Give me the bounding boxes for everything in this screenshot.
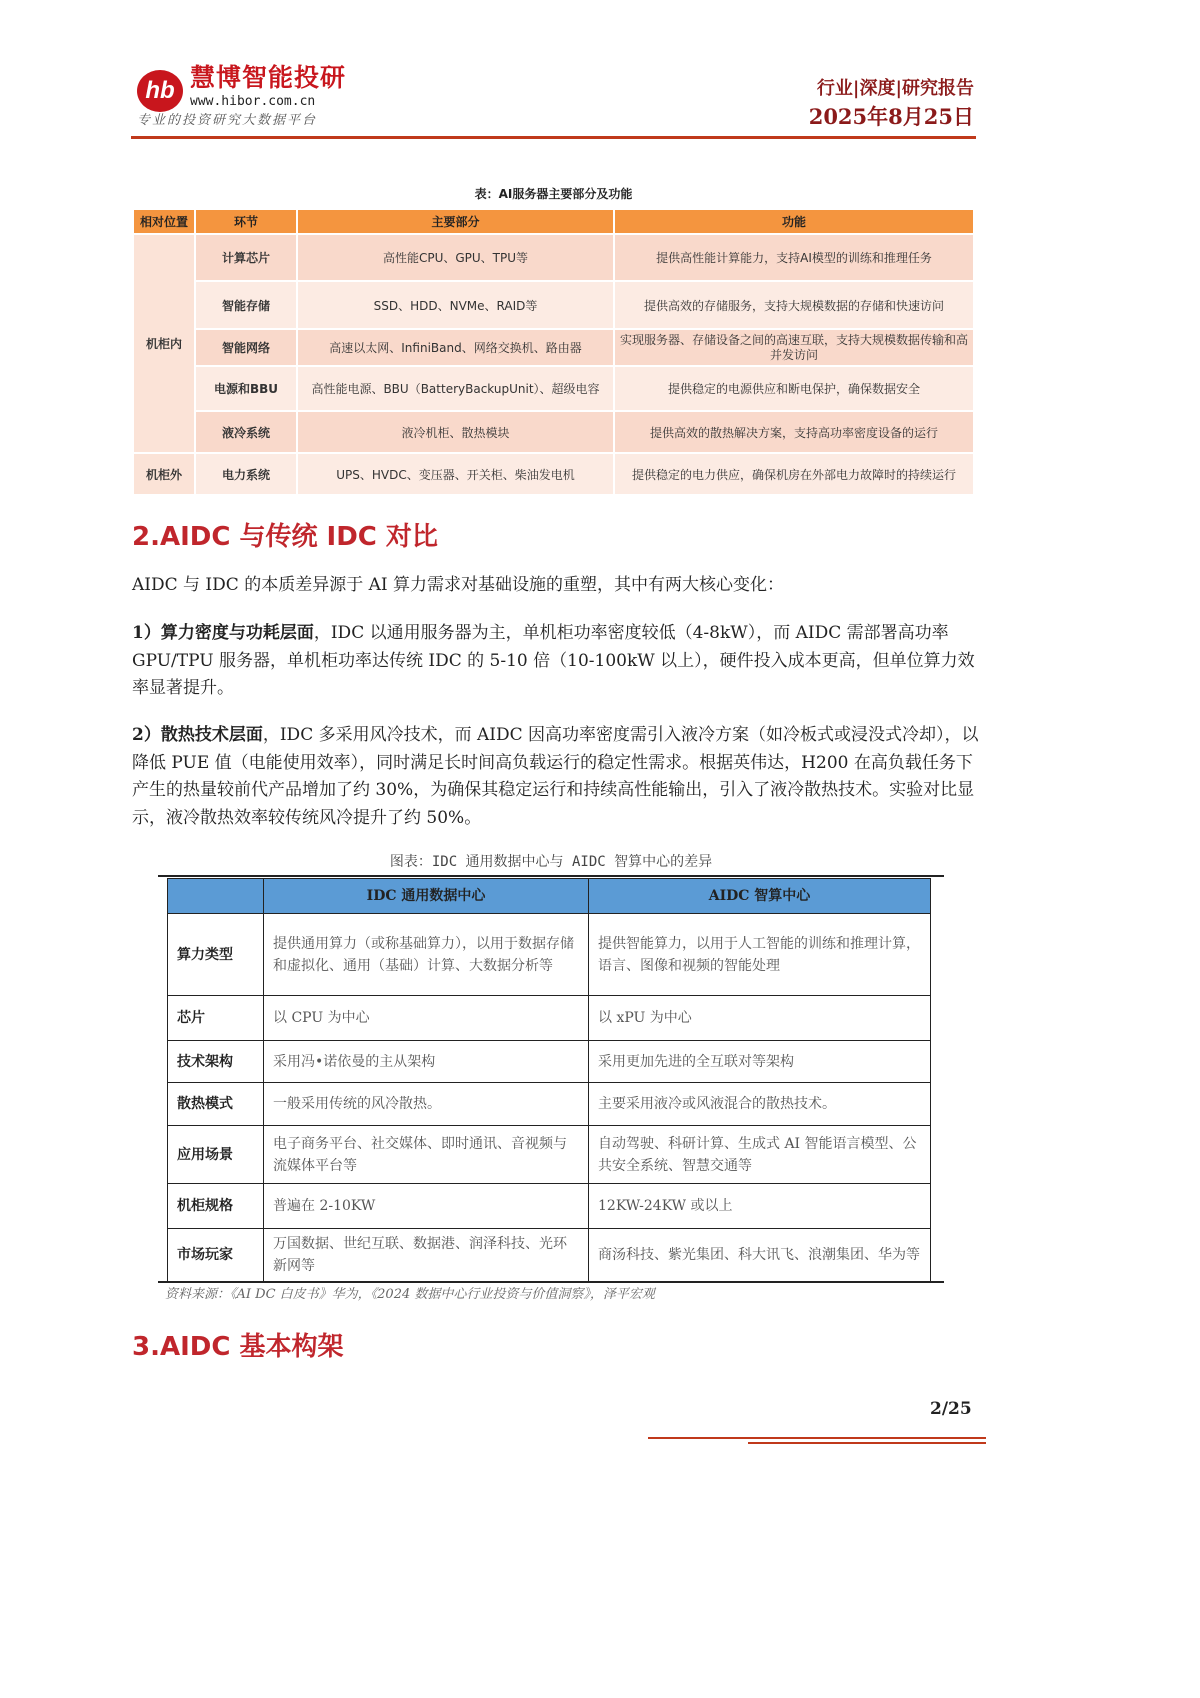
- idc-aidc-comparison-table: [167, 878, 931, 1282]
- position-cell: 机柜外: [133, 453, 195, 495]
- idc-cell: 以 CPU 为中心: [264, 996, 589, 1041]
- footer-line: [748, 1442, 986, 1444]
- header-cell: 环节: [195, 209, 297, 234]
- function-cell: 提供稳定的电力供应，确保机房在外部电力故障时的持续运行: [614, 453, 974, 495]
- table2-caption: 图表：IDC 通用数据中心与 AIDC 智算中心的差异: [389, 854, 713, 870]
- header-cell: 功能: [614, 209, 974, 234]
- header-cell: AIDC 智算中心: [589, 879, 931, 914]
- table-row: [168, 914, 931, 996]
- position-cell: 机柜内: [133, 234, 195, 453]
- aidc-cell: 主要采用液冷或风液混合的散热技术。: [589, 1083, 931, 1126]
- segment-cell: 智能存储: [195, 281, 297, 329]
- footer-line: [648, 1437, 986, 1439]
- paragraph-body: ，IDC 多采用风冷技术，而 AIDC 因高功率密度需引入液冷方案（如冷板式或浸没式冷却），以降低 PUE 值（电能使用效率），同时满足长时间高负载运行的稳定性需求。根据英伟达，H200 在高负载任务下产生的热量较前代产品增加了约 30%，为确保其稳定运行和持续高性能输出，引入了液冷散热技术。实验对比显示，液冷散热效率较传统风冷提升了约 50%。: [132, 725, 979, 828]
- section2-heading: 2.AIDC 与传统 IDC 对比: [132, 522, 438, 552]
- table-row: [133, 366, 974, 411]
- header-cell: 相对位置: [133, 209, 195, 234]
- table-row: [168, 1184, 931, 1229]
- idc-cell: 提供通用算力（或称基础算力），以用于数据存储和虚拟化、通用（基础）计算、大数据分析等: [264, 914, 589, 996]
- table1-caption: 表：AI服务器主要部分及功能: [474, 187, 633, 201]
- paragraph-compute-density: [132, 620, 987, 703]
- function-cell: 实现服务器、存储设备之间的高速互联，支持大规模数据传输和高并发访问: [614, 329, 974, 366]
- paragraph-cooling: [132, 722, 987, 832]
- idc-cell: 采用冯•诺依曼的主从架构: [264, 1041, 589, 1083]
- header-divider: [131, 136, 976, 139]
- function-cell: 提供高效的散热解决方案，支持高功率密度设备的运行: [614, 411, 974, 453]
- brand-url[interactable]: www.hibor.com.cn: [190, 94, 316, 109]
- function-cell: 提供高效的存储服务，支持大规模数据的存储和快速访问: [614, 281, 974, 329]
- aidc-cell: 采用更加先进的全互联对等架构: [589, 1041, 931, 1083]
- aidc-cell: 商汤科技、紫光集团、科大讯飞、浪潮集团、华为等: [589, 1229, 931, 1282]
- parts-cell: SSD、HDD、NVMe、RAID等: [297, 281, 614, 329]
- aidc-cell: 自动驾驶、科研计算、生成式 AI 智能语言模型、公共安全系统、智慧交通等: [589, 1126, 931, 1184]
- table-row: [168, 1041, 931, 1083]
- table-row: [168, 996, 931, 1041]
- header-cell: 主要部分: [297, 209, 614, 234]
- section2-intro: AIDC 与 IDC 的本质差异源于 AI 算力需求对基础设施的重塑，其中有两大核心变化：: [132, 575, 784, 595]
- aidc-cell: 12KW-24KW 或以上: [589, 1184, 931, 1229]
- table-row: [133, 234, 974, 281]
- idc-cell: 电子商务平台、社交媒体、即时通讯、音视频与流媒体平台等: [264, 1126, 589, 1184]
- function-cell: 提供稳定的电源供应和断电保护，确保数据安全: [614, 366, 974, 411]
- table-row: [133, 329, 974, 366]
- header-cell: IDC 通用数据中心: [264, 879, 589, 914]
- paragraph-lead: 1）算力密度与功耗层面: [132, 623, 314, 643]
- parts-cell: 高性能CPU、GPU、TPU等: [297, 234, 614, 281]
- idc-cell: 一般采用传统的风冷散热。: [264, 1083, 589, 1126]
- row-label: 应用场景: [168, 1126, 264, 1184]
- table-row: [168, 1126, 931, 1184]
- page-number: 2/25: [930, 1399, 972, 1419]
- row-label: 机柜规格: [168, 1184, 264, 1229]
- parts-cell: 液冷机柜、散热模块: [297, 411, 614, 453]
- row-label: 市场玩家: [168, 1229, 264, 1282]
- segment-cell: 电源和BBU: [195, 366, 297, 411]
- brand-logo-icon: hb: [137, 70, 183, 112]
- header-cell: [168, 879, 264, 914]
- segment-cell: 智能网络: [195, 329, 297, 366]
- section3-heading: 3.AIDC 基本构架: [132, 1332, 344, 1362]
- segment-cell: 液冷系统: [195, 411, 297, 453]
- ai-server-table: [132, 208, 975, 496]
- row-label: 散热模式: [168, 1083, 264, 1126]
- row-label: 算力类型: [168, 914, 264, 996]
- parts-cell: 高速以太网、InfiniBand、网络交换机、路由器: [297, 329, 614, 366]
- row-label: 芯片: [168, 996, 264, 1041]
- idc-cell: 普遍在 2-10KW: [264, 1184, 589, 1229]
- segment-cell: 电力系统: [195, 453, 297, 495]
- idc-cell: 万国数据、世纪互联、数据港、润泽科技、光环新网等: [264, 1229, 589, 1282]
- brand-slogan: 专业的投资研究大数据平台: [137, 113, 318, 128]
- table-row: [168, 1229, 931, 1282]
- table-row: [133, 281, 974, 329]
- aidc-cell: 以 xPU 为中心: [589, 996, 931, 1041]
- table-row: [168, 1083, 931, 1126]
- paragraph-lead: 2）散热技术层面: [132, 725, 263, 745]
- table2-source: 资料来源：《AI DC 白皮书》华为，《2024 数据中心行业投资与价值洞察》，泽平宏观: [165, 1287, 655, 1302]
- report-type: 行业|深度|研究报告: [816, 78, 974, 99]
- brand-name: 慧博智能投研: [190, 63, 347, 92]
- table-row: [133, 411, 974, 453]
- report-date: 2025年8月25日: [808, 104, 974, 129]
- parts-cell: 高性能电源、BBU（BatteryBackupUnit）、超级电容: [297, 366, 614, 411]
- parts-cell: UPS、HVDC、变压器、开关柜、柴油发电机: [297, 453, 614, 495]
- table-row: [133, 453, 974, 495]
- table-header-row: [168, 879, 931, 914]
- aidc-cell: 提供智能算力，以用于人工智能的训练和推理计算，语言、图像和视频的智能处理: [589, 914, 931, 996]
- row-label: 技术架构: [168, 1041, 264, 1083]
- paragraph-body: ，IDC 以通用服务器为主，单机柜功率密度较低（4-8kW），而 AIDC 需部署高功率 GPU/TPU 服务器，单机柜功率达传统 IDC 的 5-10 倍（10-100kW 以上），硬件投入成本更高，但单位算力效率显著提升。: [132, 623, 975, 698]
- table-header-row: [133, 209, 974, 234]
- function-cell: 提供高性能计算能力，支持AI模型的训练和推理任务: [614, 234, 974, 281]
- segment-cell: 计算芯片: [195, 234, 297, 281]
